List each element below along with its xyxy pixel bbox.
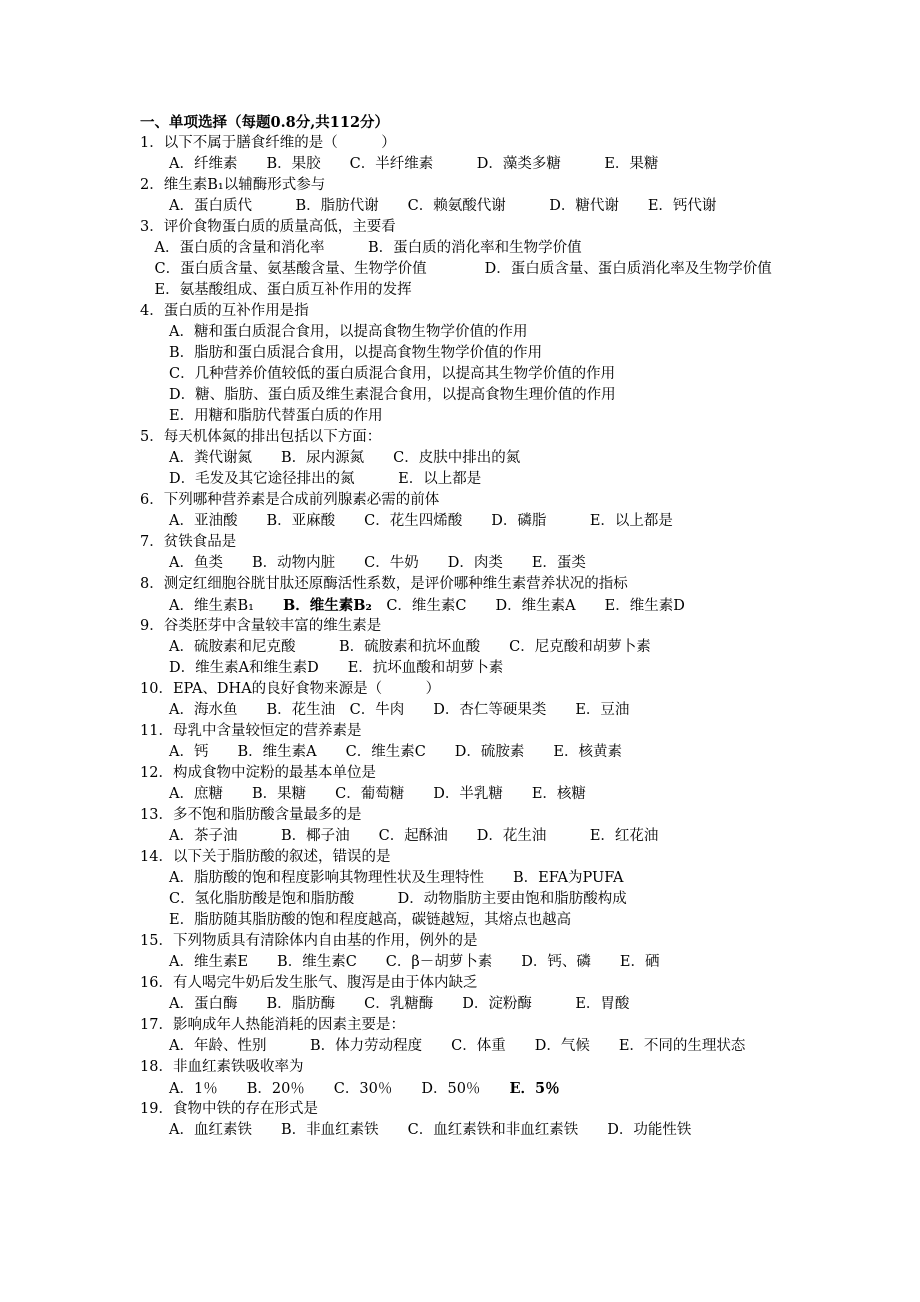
answer-options: D．糖、脂肪、蛋白质及维生素混合食用，以提高食物生理价值的作用 (140, 387, 616, 403)
answer-options: B．脂肪和蛋白质混合食用，以提高食物生物学价值的作用 (140, 345, 543, 361)
question-stem: 10．EPA、DHA的良好食物来源是（ ） (140, 681, 441, 697)
bold-answer: B．维生素B₂ (268, 597, 372, 614)
answer-options: C．氢化脂肪酸是饱和脂肪酸 D．动物脂肪主要由饱和脂肪酸构成 (140, 891, 627, 907)
answer-options: A．蛋白质代 B．脂肪代谢 C．赖氨酸代谢 D．糖代谢 E．钙代谢 (140, 198, 717, 214)
exam-document (140, 112, 800, 1141)
question-stem: 1．以下不属于膳食纤维的是（ ） (140, 135, 396, 151)
question-stem: 15．下列物质具有清除体内自由基的作用，例外的是 (140, 933, 478, 949)
answer-options: E．氨基酸组成、蛋白质互补作用的发挥 (140, 282, 412, 298)
question-stem: 4．蛋白质的互补作用是指 (140, 303, 309, 319)
answer-options: E．脂肪随其脂肪酸的饱和程度越高，碳链越短，其熔点也越高 (140, 912, 572, 928)
answer-options: A．庶糖 B．果糖 C．葡萄糖 D．半乳糖 E．核糖 (140, 786, 586, 802)
question-stem: 17．影响成年人热能消耗的因素主要是： (140, 1017, 405, 1033)
answer-options: A．蛋白质的含量和消化率 B．蛋白质的消化率和生物学价值 (140, 240, 582, 256)
answer-options: A．脂肪酸的饱和程度影响其物理性状及生理特性 B．EFA为PUFA (140, 870, 624, 886)
question-stem: 8．测定红细胞谷胱甘肽还原酶活性系数，是评价哪种维生素营养状况的指标 (140, 576, 628, 592)
answer-options: A．鱼类 B．动物内脏 C．牛奶 D．肉类 E．蛋类 (140, 555, 586, 571)
answer-options: A．维生素E B．维生素C C．β－胡萝卜素 D．钙、磷 E．硒 (140, 954, 660, 970)
question-stem: 9．谷类胚芽中含量较丰富的维生素是 (140, 618, 382, 634)
question-stem: 3．评价食物蛋白质的质量高低，主要看 (140, 219, 396, 235)
answer-options: A．糖和蛋白质混合食用，以提高食物生物学价值的作用 (140, 324, 528, 340)
answer-options: A．亚油酸 B．亚麻酸 C．花生四烯酸 D．磷脂 E．以上都是 (140, 513, 673, 529)
answer-options: D．毛发及其它途径排出的氮 E．以上都是 (140, 471, 482, 487)
answer-options: C．蛋白质含量、氨基酸含量、生物学价值 D．蛋白质含量、蛋白质消化率及生物学价值 (140, 261, 772, 277)
answer-options: A．硫胺素和尼克酸 B．硫胺素和抗坏血酸 C．尼克酸和胡萝卜素 (140, 639, 651, 655)
answer-options: A．海水鱼 B．花生油 C．牛肉 D．杏仁等硬果类 E．豆油 (140, 702, 630, 718)
question-stem: 13．多不饱和脂肪酸含量最多的是 (140, 807, 362, 823)
answer-options: D．维生素A和维生素D E．抗坏血酸和胡萝卜素 (140, 660, 504, 676)
question-stem: 19．食物中铁的存在形式是 (140, 1101, 318, 1117)
question-stem: 5．每天机体氮的排出包括以下方面： (140, 429, 382, 445)
answer-options: E．用糖和脂肪代替蛋白质的作用 (140, 408, 383, 424)
question-list (140, 133, 800, 1141)
question-stem: 6．下列哪种营养素是合成前列腺素必需的前体 (140, 492, 440, 508)
answer-options: A．年龄、性别 B．体力劳动程度 C．体重 D．气候 E．不同的生理状态 (140, 1038, 746, 1054)
question-stem: 16．有人喝完牛奶后发生胀气、腹泻是由于体内缺乏 (140, 975, 478, 991)
question-stem: 2．维生素B₁以辅酶形式参与 (140, 177, 326, 193)
answer-options: A．纤维素 B．果胶 C．半纤维素 D．藻类多糖 E．果糖 (140, 156, 659, 172)
answer-options: A．钙 B．维生素A C．维生素C D．硫胺素 E．核黄素 (140, 744, 622, 760)
question-stem: 11．母乳中含量较恒定的营养素是 (140, 723, 362, 739)
answer-options: A．茶子油 B．椰子油 C．起酥油 D．花生油 E．红花油 (140, 828, 659, 844)
answer-options: A．粪代谢氮 B．尿内源氮 C．皮肤中排出的氮 (140, 450, 521, 466)
bold-answer: E．5％ (509, 1080, 560, 1097)
question-stem: 14．以下关于脂肪酸的叙述，错误的是 (140, 849, 391, 865)
question-stem: 12．构成食物中淀粉的最基本单位是 (140, 765, 376, 781)
answer-options: A．维生素B₁ B．维生素B₂ C．维生素C D．维生素A E．维生素D (140, 597, 685, 614)
answer-options: A．血红素铁 B．非血红素铁 C．血红素铁和非血红素铁 D．功能性铁 (140, 1122, 692, 1138)
question-stem: 7．贫铁食品是 (140, 534, 237, 550)
question-stem: 18．非血红素铁吸收率为 (140, 1059, 304, 1075)
section-title: 一、单项选择（每题0.8分,共112分） (140, 114, 390, 131)
answer-options: C．几种营养价值较低的蛋白质混合食用，以提高其生物学价值的作用 (140, 366, 616, 382)
answer-options: A．1％ B．20％ C．30％ D．50％ E．5％ (140, 1080, 560, 1097)
answer-options: A．蛋白酶 B．脂肪酶 C．乳糖酶 D．淀粉酶 E．胃酸 (140, 996, 630, 1012)
